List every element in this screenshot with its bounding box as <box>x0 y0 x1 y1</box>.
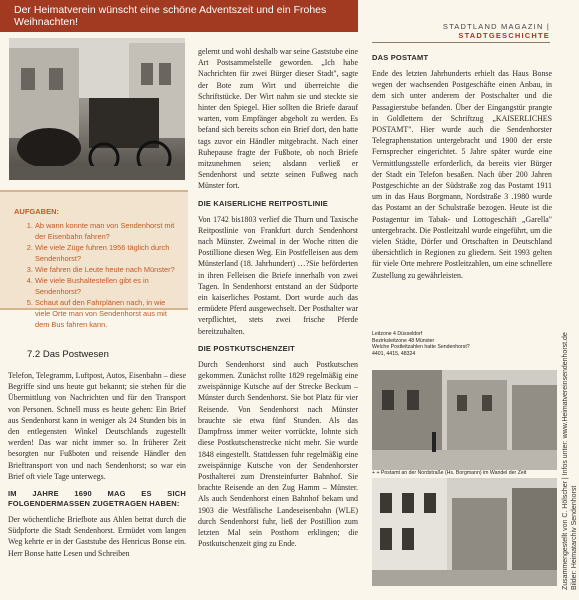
magazine-name: STADTLAND MAGAZIN <box>442 22 544 31</box>
column-2 <box>198 46 358 549</box>
aufgaben-box <box>0 190 188 329</box>
paragraph: Durch Sendenhorst sind auch Postkutschen gekommen. Zunächst rollte 1829 regelmäßig eine zweispännige Kutsche auf der Strecke Beckum – Münster durch Sendenhorst. Sie bot Platz für vier Reisende. Von Sendenhorst nach Münster brauchte sie etwa fünf Stunden. Als das Dampfross immer weiter vorrückte, lohnte sich diese Postkutschenstrecke nicht mehr. Sie wurde 1848 eingestellt. Stattdessen fuhr regelmäßig eine zweispännige Kutsche von der Sendenhorster Posthalterei zum Drensteinfurter Bahnhof. Sie brachte Reisende an den Zug Hamm – Münster. Als auch Sendenhorst einen Bahnhof bekam und 1903 die Westfälische Landeseisenbahn (WLE) durch Sendenhorst fuhr, ließ der Postillion zum letzten Mal sein Posthorn erklingen; die Postkutschenzeit ging zu Ende. <box>198 359 358 549</box>
postkutsche-photo <box>9 38 185 180</box>
paragraph: Ende des letzten Jahrhunderts erhielt das Haus Bonse wegen der wachsenden Postgeschäfte einen Anbau, in dem sich unter anderem der Postschalter und die Passagierstube befanden. Über der Eingangstür prangte in Goldlettern der Schriftzug „KAISERLICHES POSTAMT". Hier wurde auch die Sendenhorster Telegraphenstation untergebracht und 1900 der erste Fernsprecher eingerichtet. 5 Jahre später wurde eine Vermittlungsstelle erforderlich, da bereits vier Bürger der Stadt ein Telefon besaßen. Nach über 200 Jahren Postgeschichte an der Südstraße zog das Postamt 1911 um in das Haus Borgmann, Nordstraße 3 .1980 wurde das Postamt an der Schulstraße bezogen. Heute ist die Postagentur im Tabak- und Lottogeschäft „Garella" untergebracht. Die Postleitzahl wurde eingeführt, um die vielen Städte, Dörfer und Ortschaften in Deutschland übersichtlich in Regionen zu gliedern. Seit 1993 gelten für viele Orte mehrere Postleitzahlen, um eine schnellere Zustellung zu gewährleisten. <box>372 69 552 280</box>
section-title: 7.2 Das Postwesen <box>27 349 109 360</box>
subheading: DIE POSTKUTSCHENZEIT <box>198 343 295 353</box>
subheading: IM JAHRE 1690 MAG ES SICH FOLGENDERMASSEN ZUGETRAGEN HABEN: <box>8 489 186 509</box>
banner-text: Der Heimatverein wünscht eine schöne Adventszeit und ein Frohes Weihnachten! <box>14 4 327 28</box>
aufgaben-heading: AUFGABEN: <box>14 207 59 216</box>
christmas-banner <box>0 0 358 32</box>
caption-line: Bezirksleitzone 48 Münster <box>372 337 435 344</box>
postamt-old-photo <box>372 370 557 470</box>
aufgabe-item: 2. Wie viele Züge fuhren 1956 täglich durch Sendenhorst? <box>35 242 182 264</box>
credits-line: Bilder: Heimatarchiv Sendenhorst <box>571 485 578 590</box>
postamt-modern-photo <box>372 478 557 586</box>
caption-line: Welche Postleitzahlen hatte Sendenhorst? <box>372 344 470 351</box>
credits-line: Zusammengestellt von C. Hölscher | Infos unter: www.Heimatvereinsendenhorst.de <box>562 332 569 590</box>
column-1 <box>8 370 186 559</box>
caption-line: 4401, 4415, 48324 <box>372 350 416 357</box>
caption-line: Leitzone 4 Düsseldorf <box>372 331 423 337</box>
subheading: DAS POSTAMT <box>372 53 429 62</box>
aufgabe-item: 3. Wie fahren die Leute heute nach Münster? <box>35 264 182 275</box>
paragraph: Von 1742 bis1803 verlief die Thurn und Taxische Reitpostlinie von Frankfurt durch Sendenhorst nach Münster. Zweimal in der Woche ritten die Postillione diesen Weg. Ein Postfelleisen aus dem Münsterland (18. Jahrhundert) …?Sie beförderten in ihren Felleisen die Briefe innerhalb von zwei Tagen. In Sendenhorst entstand an der Südporte ein kaiserliches Postamt. Dort wurde auch das ermüdete Pferd ausgewechselt. Der Posthalter war verpflichtet, stets zwei frische Pferde bereitzuhalten. <box>198 214 358 336</box>
paragraph: Telefon, Telegramm, Luftpost, Autos, Eisenbahn – diese Begriffe sind uns heute gut bekannt; sie stehen für die Übermittlung von Nachrichten und für den Transport von Personen. Schnell muss es heute gehen: Ein Brief aus Sendenhorst kann in weniger als 24 Stunden bis in den entlegensten Winkel Deutschlands zugestellt werden! Das war nicht immer so. In früherer Zeit besorgten nur Fußboten und reisende Händler den Brieftransport von und nach Sendenhorst; so war ein Brief oft viele Tage unterwegs. <box>8 371 186 481</box>
plz-caption <box>372 331 557 357</box>
magazine-header: STADTLAND MAGAZIN | STADTGESCHICHTE <box>372 22 550 43</box>
section-name: STADTGESCHICHTE <box>458 31 550 40</box>
column-3 <box>372 46 552 281</box>
subheading: DIE KAISERLICHE REITPOSTLINIE <box>198 198 328 208</box>
aufgabe-item: 5. Schaut auf den Fahrplänen nach, in wie viele Orte man von Sendenhorst aus mit dem Bus fahren kann. <box>35 297 182 330</box>
credits-vertical <box>561 332 579 590</box>
aufgabe-item: 4. Wie viele Bushaltestellen gibt es in Sendenhorst? <box>35 275 182 297</box>
paragraph: gelernt und wohl deshalb war seine Gaststube eine Art Postsammelstelle geworden. „Ich habe Nachrichten für zwei Bürger dieser Stadt", sagte der Bote zum Wirt und überreichte die Schriftstücke. Der Wirt nahm sie und steckte sie hinter den Spiegel. Hier sollten die Briefe darauf warten, vom Empfänger abgeholt zu werden. Es befand sich bereits schon ein Brief dort, den hatte tags zuvor ein Händler mitgebracht. Nach einer Ruhepause fragte der Fußbote, ob noch Briefe mitzunehmen seien; alsdann verließ er Sendenhorst und setzte seinen Fußweg nach Münster fort. <box>198 47 358 191</box>
aufgabe-item: 1. Ab wann konnte man von Sendenhorst mit der Eisenbahn fahren? <box>35 220 182 242</box>
photo-caption: + + Postamt an der Nordstraße (Hs. Borgmann) im Wandel der Zeit <box>372 470 527 476</box>
paragraph: Der wöchentliche Briefbote aus Ahlen betrat durch die Südpforte die Stadt Sendenhorst. Ermüdet vom langen Weg kehrte er in der Gaststube des Henricus Bonse ein. Herr Bonse hatte Lesen und Schreiben <box>8 515 186 558</box>
